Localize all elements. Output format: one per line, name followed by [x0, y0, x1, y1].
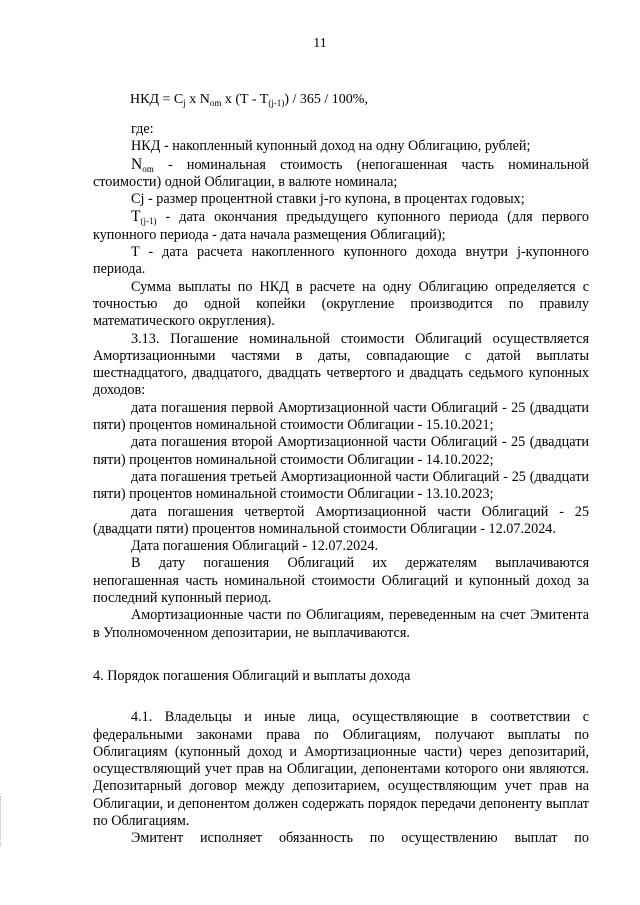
- def-text: - дата окончания предыдущего купонного периода (для первого купонного периода - дата начала размещения Облигаций);: [93, 209, 589, 243]
- amortization-item: дата погашения первой Амортизационной части Облигаций - 25 (двадцати пяти) процентов номинальной стоимости Облигации - 15.10.2021;: [93, 399, 589, 434]
- section-3-13-paragraph: 3.13. Погашение номинальной стоимости Облигаций осуществляется Амортизационными частями в даты, совпадающие с датой выплаты шестнадцатого, двадцатого, двадцать четвертого и двадцать седьмого купонных доходов:: [93, 330, 589, 399]
- maturity-paragraph: В дату погашения Облигаций их держателям выплачиваются непогашенная часть номинальной стоимости Облигаций и купонный доход за последний купонный период.: [93, 555, 589, 607]
- def-symbol: T: [131, 208, 141, 226]
- def-symbol: Cj: [131, 191, 145, 208]
- def-subscript: (j-1): [140, 216, 157, 227]
- def-symbol: T: [131, 244, 140, 261]
- section-4-heading: 4. Порядок погашения Облигаций и выплаты дохода: [93, 667, 411, 684]
- formula-rest: ) / 365 / 100%,: [284, 92, 368, 107]
- definition-cj: [93, 191, 589, 208]
- page-number: 11: [313, 36, 327, 51]
- formula-sub-j: j: [183, 98, 186, 108]
- def-subscript: om: [142, 163, 154, 174]
- definition-nkd: [93, 138, 589, 155]
- definition-t: [93, 244, 589, 279]
- def-symbol: N: [131, 155, 143, 173]
- definition-tj1: [93, 208, 589, 244]
- amortization-item: дата погашения четвертой Амортизационной части Облигаций - 25 (двадцати пяти) процентов номинальной стоимости Облигации - 12.07.2024.: [93, 503, 589, 537]
- formula-sub-jm1: (j-1): [268, 98, 285, 108]
- def-text: - номинальная стоимость (непогашенная часть номинальной стоимости) одной Облигации, в валюте номинала;: [93, 156, 589, 190]
- definition-nom: [93, 156, 589, 192]
- formula-x2: x (T - T: [221, 92, 269, 107]
- unpaid-amortization-paragraph: Амортизационные части по Облигациям, переведенным на счет Эмитента в Уполномоченном депозитарии, не выплачиваются.: [93, 607, 589, 641]
- def-symbol: НКД: [131, 138, 161, 155]
- document-body: [93, 121, 589, 848]
- issuer-obligation-paragraph: Эмитент исполняет обязанность по осуществлению выплат по: [131, 830, 589, 847]
- def-text: - дата расчета накопленного купонного дохода внутри j-купонного периода.: [93, 244, 589, 278]
- amortization-item: дата погашения третьей Амортизационной части Облигаций - 25 (двадцати пяти) процентов номинальной стоимости Облигации - 13.10.2023;: [93, 468, 589, 503]
- formula-x1: x N: [185, 92, 210, 107]
- formula-sub-om: om: [209, 98, 222, 108]
- def-text: - размер процентной ставки j-го купона, в процентах годовых;: [144, 191, 525, 208]
- formula-lhs: НКД = C: [130, 92, 184, 107]
- amortization-item: дата погашения второй Амортизационной части Облигаций - 25 (двадцати пяти) процентов номинальной стоимости Облигации - 14.10.2022;: [93, 434, 589, 468]
- scan-edge-mark: [0, 796, 3, 846]
- def-text: - накопленный купонный доход на одну Облигацию, рублей;: [160, 138, 531, 155]
- maturity-date: Дата погашения Облигаций - 12.07.2024.: [131, 538, 378, 555]
- rounding-paragraph: Сумма выплаты по НКД в расчете на одну Облигацию определяется с точностью до одной копейки (округление производится по правилу математического округления).: [93, 278, 589, 330]
- where-label: где:: [131, 121, 154, 137]
- section-4-1-paragraph: 4.1. Владельцы и иные лица, осуществляющие в соответствии с федеральными законами права по Облигациям, получают выплаты по Облигациям (купонный доход и Амортизационные части) через депозитарий, осуществляющий учет прав на Облигации, депонентами которого они являются. Депозитарный договор между депозитарием, осуществляющим учет прав на Облигации, и депонентом должен содержать порядок передачи депоненту выплат по Облигациям.: [93, 709, 589, 829]
- nkd-formula: [130, 92, 368, 108]
